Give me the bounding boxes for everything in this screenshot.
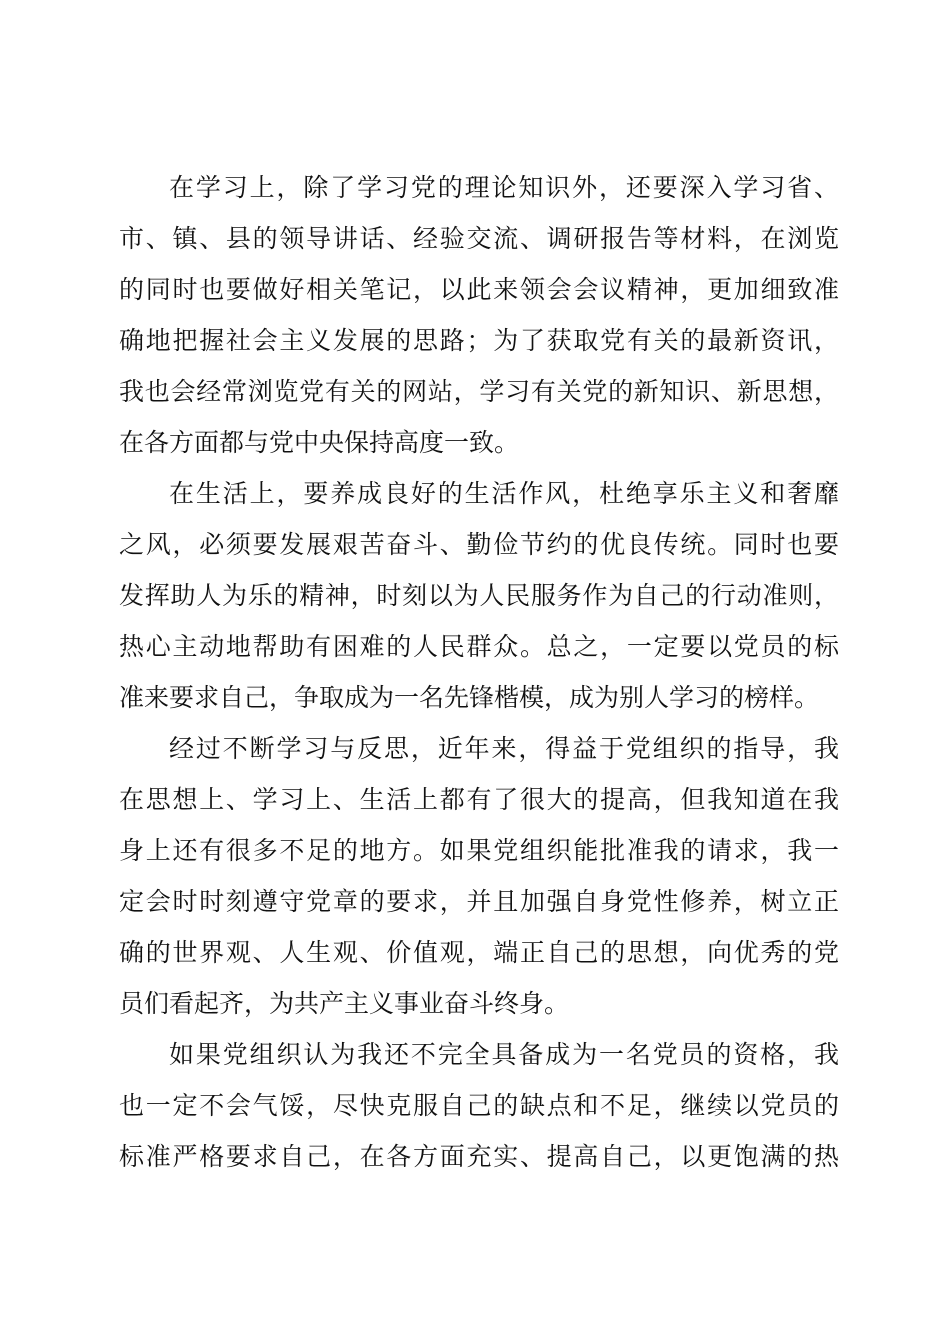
paragraph-1-line-6: 在各方面都与党中央保持高度一致。 <box>119 428 520 457</box>
paragraph-2-line-3: 发挥助人为乐的精神，时刻以为人民服务作为自己的行动准则， <box>119 581 839 610</box>
body-text <box>119 162 839 1182</box>
paragraph-4-line-2: 也一定不会气馁，尽快克服自己的缺点和不足，继续以党员的 <box>119 1091 839 1120</box>
paragraph-2-line-5: 准来要求自己，争取成为一名先锋楷模，成为别人学习的榜样。 <box>119 683 820 712</box>
paragraph-1-line-2: 市、镇、县的领导讲话、经验交流、调研报告等材料，在浏览 <box>119 224 839 253</box>
paragraph-2-line-1: 在生活上，要养成良好的生活作风，杜绝享乐主义和奢靡 <box>169 479 839 508</box>
paragraph-3-line-3: 身上还有很多不足的地方。如果党组织能批准我的请求，我一 <box>119 836 839 865</box>
paragraph-4-line-1: 如果党组织认为我还不完全具备成为一名党员的资格，我 <box>169 1040 839 1069</box>
paragraph-3-line-5: 确的世界观、人生观、价值观，端正自己的思想，向优秀的党 <box>119 938 839 967</box>
paragraph-1-line-5: 我也会经常浏览党有关的网站，学习有关党的新知识、新思想， <box>119 377 839 406</box>
paragraph-1-line-4: 确地把握社会主义发展的思路；为了获取党有关的最新资讯， <box>119 326 839 355</box>
paragraph-1-line-3: 的同时也要做好相关笔记，以此来领会会议精神，更加细致准 <box>119 275 839 304</box>
paragraph-3-line-4: 定会时时刻遵守党章的要求，并且加强自身党性修养，树立正 <box>119 887 839 916</box>
paragraph-3-line-6: 员们看起齐，为共产主义事业奋斗终身。 <box>119 989 570 1018</box>
paragraph-2-line-2: 之风，必须要发展艰苦奋斗、勤俭节约的优良传统。同时也要 <box>119 530 839 559</box>
paragraph-3-line-2: 在思想上、学习上、生活上都有了很大的提高，但我知道在我 <box>119 785 839 814</box>
paragraph-2-line-4: 热心主动地帮助有困难的人民群众。总之，一定要以党员的标 <box>119 632 839 661</box>
paragraph-4-line-3: 标准严格要求自己，在各方面充实、提高自己，以更饱满的热 <box>119 1142 839 1171</box>
paragraph-1-line-1: 在学习上，除了学习党的理论知识外，还要深入学习省、 <box>169 173 839 202</box>
paragraph-3-line-1: 经过不断学习与反思，近年来，得益于党组织的指导，我 <box>169 734 839 763</box>
